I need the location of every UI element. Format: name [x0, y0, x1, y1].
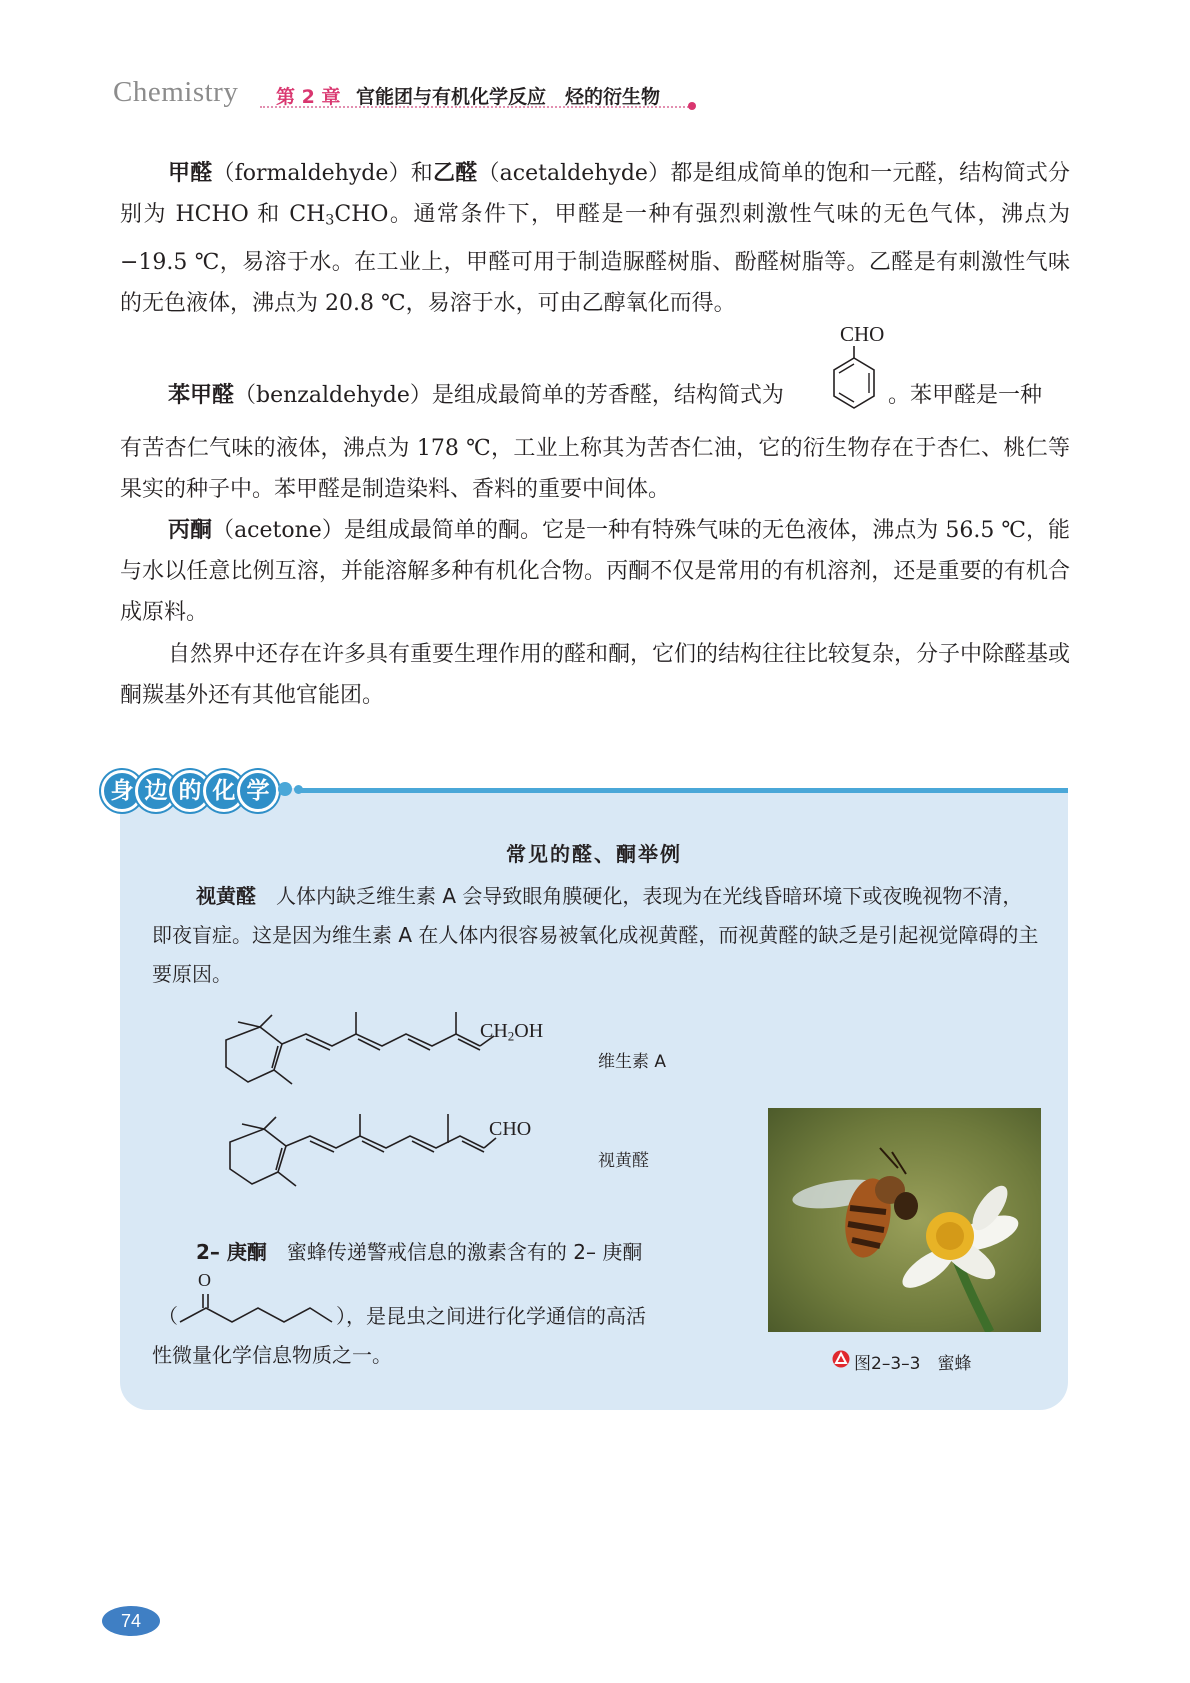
- heptanone-paragraph: [152, 1233, 692, 1272]
- figure-caption: 图2–3–3 蜜蜂: [854, 1354, 972, 1374]
- heptanone-text-end: 性微量化学信息物质之一。: [152, 1343, 392, 1367]
- retinal-label: 视黄醛: [598, 1151, 649, 1171]
- header-dot: [688, 102, 696, 110]
- keyword-acetaldehyde: 乙醛: [433, 161, 478, 186]
- retinal-group: CHO: [489, 1118, 532, 1140]
- header-divider: [260, 106, 692, 108]
- paragraph-text: （benzaldehyde）是组成最简单的芳香醛，结构简式为: [234, 383, 784, 408]
- banner-dot: [278, 782, 292, 796]
- banner-char: 学: [237, 770, 279, 812]
- vitamin-a-group: $CH_2OH$: [480, 1020, 544, 1044]
- banner-line: [300, 788, 1068, 793]
- chapter-title: 官能团与有机化学反应 烃的衍生物: [356, 86, 661, 108]
- banner-char: 的: [169, 770, 211, 812]
- paragraph-benzaldehyde: 有苦杏仁气味的液体，沸点为 178 ℃，工业上称其为苦杏仁油，它的衍生物存在于杏仁、桃仁等果实的种子中。苯甲醛是制造染料、香料的重要中间体。: [120, 436, 1070, 502]
- paragraph-text: （formaldehyde）和: [212, 161, 434, 186]
- paragraph-text: CHO。通常条件下，甲醛是一种有强烈刺激性气味的无色气体，沸点为 −19.5 ℃，易溶于水。在工业上，甲醛可用于制造脲醛树脂、酚醛树脂等。乙醛是有刺激性气味的无色液体，沸点为 20.8 ℃，易溶于水，可由乙醇氧化而得。: [120, 202, 1070, 316]
- keyword-heptanone: 2– 庚酮: [196, 1240, 267, 1264]
- heptanone-oxygen: O: [198, 1270, 211, 1290]
- paragraph-acetone: [120, 510, 1070, 633]
- subscript: 3: [325, 212, 335, 229]
- benzaldehyde-cho-label: CHO: [840, 322, 885, 346]
- banner-dot: [294, 785, 303, 794]
- paragraph-text: 。苯甲醛是一种: [888, 383, 1043, 408]
- paragraph-text: 人体内缺乏维生素 A 会导致眼角膜硬化，表现为在光线昏暗环境下或夜晚视物不清，即夜盲症。这是因为维生素 A 在人体内很容易被氧化成视黄醛，而视黄醛的缺乏是引起视觉障碍的主要原因。: [152, 884, 1039, 986]
- header-brand: Chemistry: [113, 76, 239, 108]
- paragraph-benzaldehyde-line1: [120, 375, 840, 416]
- keyword-retinal: 视黄醛: [196, 884, 256, 908]
- banner-char: 边: [135, 770, 177, 812]
- banner-char: 化: [203, 770, 245, 812]
- figure-marker-icon: [832, 1350, 850, 1368]
- heptanone-text: ），是昆虫之间进行化学通信的高活: [336, 1304, 646, 1328]
- keyword-benzaldehyde: 苯甲醛: [168, 383, 235, 408]
- paragraph-text: 自然界中还存在许多具有重要生理作用的醛和酮，它们的结构往往比较复杂，分子中除醛基或酮羰基外还有其他官能团。: [120, 642, 1071, 708]
- banner-char: 身: [101, 770, 143, 812]
- keyword-acetone: 丙酮: [168, 518, 213, 543]
- paragraph-text: （acetaldehyde）都是组成简单的饱和一元醛，结构简式分别为 HCHO 和 CH: [120, 161, 1070, 227]
- chapter-number: 第 2 章: [276, 86, 341, 108]
- vitamin-a-label: 维生素 A: [598, 1052, 667, 1072]
- page-number: 74: [102, 1606, 160, 1636]
- retinal-paragraph: [152, 877, 1040, 994]
- box-title: 常见的醛、酮举例: [506, 842, 682, 866]
- paren-open: （: [158, 1304, 178, 1328]
- paragraph-formaldehyde: [120, 153, 1070, 324]
- keyword-formaldehyde: 甲醛: [168, 161, 213, 186]
- paragraph-nature: [120, 634, 1070, 716]
- paragraph-text: （acetone）是组成最简单的酮。它是一种有特殊气味的无色液体，沸点为 56.5 ℃，能与水以任意比例互溶，并能溶解多种有机化合物。丙酮不仅是常用的有机溶剂，还是重要的有机合成原料。: [120, 518, 1070, 625]
- paragraph-text: 蜜蜂传递警戒信息的激素含有的 2– 庚酮: [286, 1240, 643, 1264]
- heptanone-structure: [176, 1292, 336, 1328]
- bee-photo: [768, 1108, 1041, 1332]
